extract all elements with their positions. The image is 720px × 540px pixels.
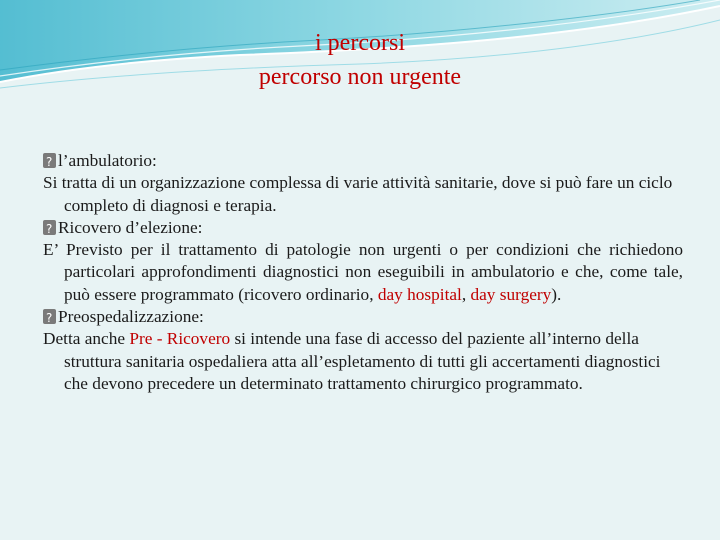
title-line-2: percorso non urgente [258, 64, 462, 90]
bullet-heading-ambulatorio [43, 150, 683, 172]
heading-text: Preospedalizzazione: [58, 307, 204, 327]
paragraph-ambulatorio: Si tratta di un organizzazione complessa di varie attività sanitarie, dove si può fare un ciclo completo di diagnosi e terapia. [43, 173, 673, 215]
paragraph-ricovero-elezione [43, 239, 683, 306]
text-span: , [461, 284, 471, 304]
text-span: ). [551, 284, 562, 304]
slide-title [0, 26, 720, 94]
text-span: E’ Previsto per il trattamento di patologie non urgenti o per condizioni che richiedono particolari approfondimenti diagnostici non eseguibili in ambulatorio e che, come tale, può essere programmato (ricovero ordinario, [43, 240, 683, 304]
paragraph-preospedalizzazione [43, 328, 683, 395]
missing-glyph-box-icon [43, 153, 56, 168]
highlight-day-surgery: day surgery [470, 284, 552, 304]
title-line-1: i percorsi [315, 30, 405, 56]
heading-text: Ricovero d’elezione: [58, 217, 203, 237]
bullet-heading-ricovero-elezione [43, 217, 683, 239]
bullet-heading-preospedalizzazione [43, 306, 683, 328]
slide-content [43, 150, 683, 395]
heading-text: l’ambulatorio: [58, 151, 157, 170]
text-span: Detta anche [43, 329, 130, 349]
highlight-day-hospital: day hospital [377, 284, 462, 304]
missing-glyph-box-icon [43, 309, 56, 324]
highlight-pre-ricovero: Pre - Ricovero [129, 329, 231, 349]
missing-glyph-box-icon [43, 220, 56, 235]
text-span: si intende una fase di accesso del paziente all’interno della struttura sanitaria ospedaliera atta all’espletamento di tutti gli accertamenti diagnostici che devono precedere un determinato trattamento chirurgico programmato. [64, 329, 661, 393]
